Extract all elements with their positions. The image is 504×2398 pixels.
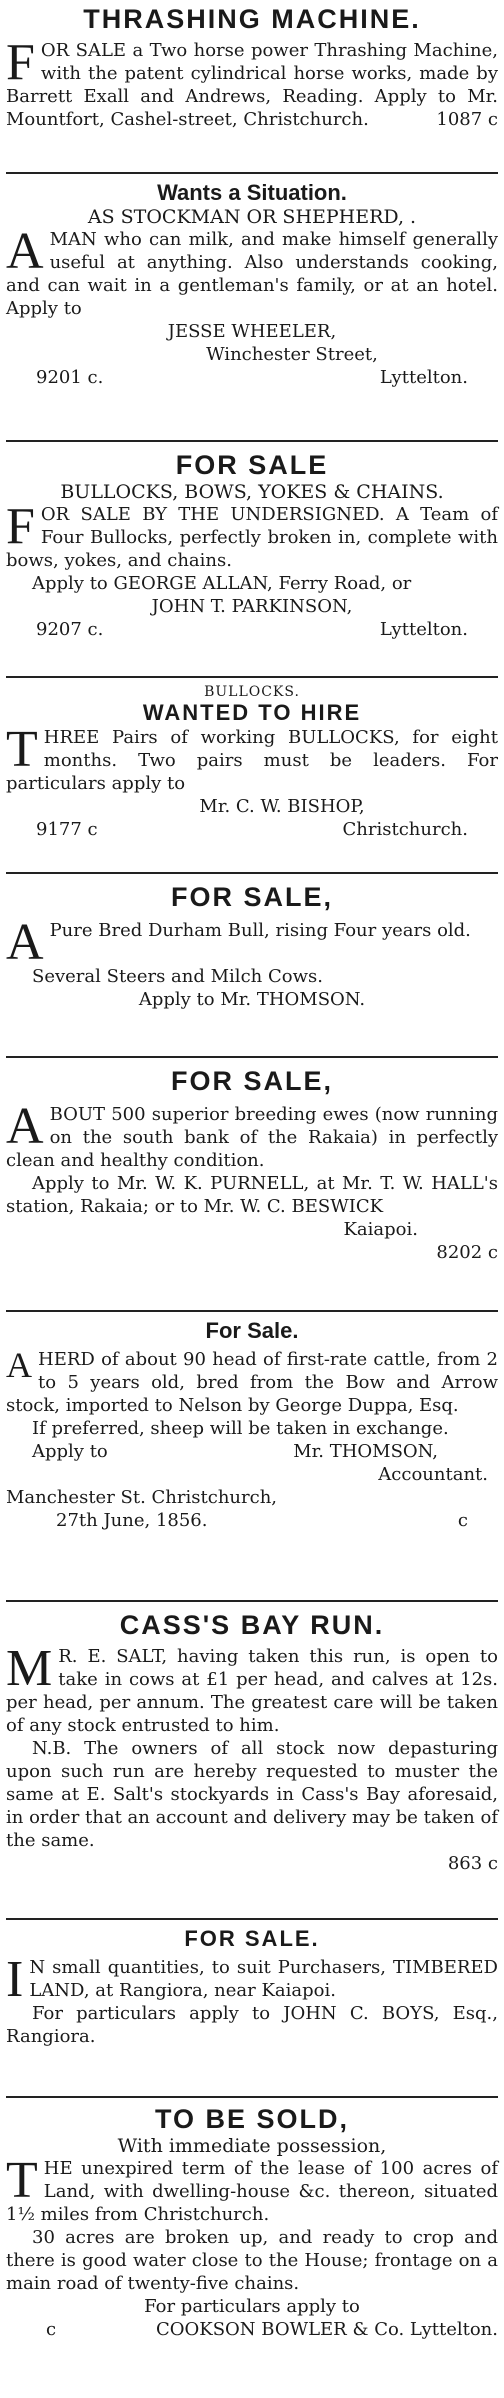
ad-footer [6, 618, 498, 641]
ad-footer [6, 1509, 498, 1532]
ad-body-2: 30 acres are broken up, and ready to crop and there is good water close to the House; frontage on a main road of twenty-five chains. [6, 2227, 498, 2294]
ad-top-label: BULLOCKS. [204, 684, 300, 700]
drop-cap: I [6, 1951, 24, 2008]
ad-place: Lyttelton. [379, 367, 468, 388]
drop-cap: T [6, 721, 38, 778]
ad-apply: For particulars apply to JOHN C. BOYS, Esq., Rangiora. [6, 2003, 498, 2047]
drop-cap: A [6, 914, 44, 971]
ad-herd-for-sale [6, 1318, 498, 1532]
ad-heading: FOR SALE. [184, 1926, 320, 1951]
divider [6, 440, 498, 442]
ad-body: M R. E. SALT, having taken this run, is open to take in cows at £1 per head, and calves at 12s. per head, per annum. The greatest care will be taken of any stock entrusted to him. [6, 1640, 498, 1736]
ad-subheading: With immediate possession, [117, 2135, 387, 2157]
ad-body: AMAN who can milk, and make himself generally useful at anything. Also understands cooking, and can wait in a gentleman's family, or at an hotel. Apply to [6, 223, 498, 319]
ad-ref: 863 c [447, 1853, 498, 1874]
divider [6, 2096, 498, 2098]
ad-apply: Apply to Mr. W. K. PURNELL, at Mr. T. W. HALL's station, Rakaia; or to Mr. W. C. BESWICK [6, 1173, 498, 1217]
ad-apply: Apply to [32, 1441, 108, 1462]
ad-heading: Wants a Situation. [157, 180, 347, 205]
ad-line: Several Steers and Milch Cows. [32, 966, 323, 987]
ad-apply: Apply to GEORGE ALLAN, Ferry Road, or [32, 573, 412, 594]
ad-apply: Apply to Mr. THOMSON. [138, 989, 366, 1010]
ad-body: THREE Pairs of working BULLOCKS, for eight months. Two pairs must be leaders. For particulars apply to [6, 721, 498, 794]
ad-ref: 1087 c [436, 109, 498, 130]
ad-thrashing-machine [6, 4, 498, 131]
ad-heading: FOR SALE, [170, 882, 333, 912]
divider [6, 1600, 498, 1602]
ad-place: Lyttelton. [379, 619, 468, 640]
drop-cap: F [6, 498, 35, 555]
divider [6, 676, 498, 678]
ad-heading: TO BE SOLD, [154, 2104, 350, 2134]
ad-cass-bay-run [6, 1610, 498, 1875]
ad-title: Accountant. [378, 1464, 488, 1485]
divider [6, 172, 498, 174]
ad-body: THE unexpired term of the lease of 100 acres of Land, with dwelling-house &c. thereon, situated 1½ miles from Christchurch. [6, 2152, 498, 2225]
drop-cap: A [6, 1345, 32, 1385]
ad-wants-situation [6, 180, 498, 389]
ad-ref: 8202 c [436, 1242, 498, 1263]
drop-cap: A [6, 1098, 44, 1155]
ad-name: JOHN T. PARKINSON, [151, 596, 353, 617]
divider [6, 1918, 498, 1920]
ad-timbered-land [6, 1926, 498, 2048]
ad-heading: CASS'S BAY RUN. [119, 1610, 385, 1640]
ad-name: Mr. THOMSON, [293, 1441, 438, 1462]
ad-apply-row [6, 1440, 498, 1463]
ad-body: FOR SALE a Two horse power Thrashing Machine, with the patent cylindrical horse works, made by Barrett Exall and Andrews, Reading. Apply to Mr. Mountfort, Cashel-street, Christchurch. 1087 c [6, 34, 498, 130]
ad-subheading: AS STOCKMAN OR SHEPHERD, . [87, 206, 417, 228]
ad-heading: FOR SALE, [170, 1066, 333, 1096]
ad-footer [6, 366, 498, 389]
ad-body: A Pure Bred Durham Bull, rising Four years old. [6, 914, 471, 971]
ad-ref: 9201 c. [36, 367, 104, 388]
ad-footer [6, 2318, 498, 2341]
ad-heading: WANTED TO HIRE [142, 700, 362, 725]
ad-date: 27th June, 1856. [56, 1510, 208, 1531]
ad-footer [6, 818, 498, 841]
ad-heading: THRASHING MACHINE. [83, 4, 421, 34]
divider [6, 1310, 498, 1312]
drop-cap: T [6, 2152, 38, 2209]
ad-durham-bull [6, 882, 498, 1011]
ad-ref: 9207 c. [36, 619, 104, 640]
ad-body: AHERD of about 90 head of first-rate cattle, from 2 to 5 years old, bred from the Bow and Arrow stock, imported to Nelson by George Duppa, Esq. [6, 1345, 498, 1416]
drop-cap: F [6, 34, 35, 91]
ad-body: ABOUT 500 superior breeding ewes (now running on the south bank of the Rakaia) in perfectly clean and healthy condition. [6, 1098, 498, 1171]
ad-body: FOR SALE BY THE UNDERSIGNED. A Team of Four Bullocks, perfectly broken in, complete with bows, yokes, and chains. [6, 498, 498, 571]
ad-ref: 9177 c [36, 819, 98, 840]
ad-street: Winchester Street, [206, 344, 378, 365]
ad-body: I N small quantities, to suit Purchasers, TIMBERED LAND, at Rangiora, near Kaiapoi. [6, 1951, 498, 2008]
ad-apply: For particulars apply to [144, 2296, 360, 2317]
drop-cap: M [6, 1640, 53, 1697]
ad-name: COOKSON BOWLER & Co. Lyttelton. [155, 2319, 498, 2340]
ad-place: Christchurch. [342, 819, 468, 840]
ad-line: If preferred, sheep will be taken in exchange. [32, 1418, 449, 1439]
ad-body-2: N.B. The owners of all stock now depasturing upon such run are hereby requested to muster the same at E. Salt's stockyards in Cass's Bay aforesaid, in order that an account and delivery may be taken of the same. [6, 1738, 498, 1851]
ad-heading: For Sale. [205, 1318, 299, 1343]
ad-for-sale-bullocks [6, 450, 498, 641]
ad-to-be-sold [6, 2104, 498, 2341]
ad-place: Kaiapoi. [343, 1219, 418, 1240]
drop-cap: A [6, 223, 44, 280]
ad-address: Manchester St. Christchurch, [6, 1487, 278, 1508]
ad-name: JESSE WHEELER, [167, 321, 337, 342]
ad-name: Mr. C. W. BISHOP, [199, 796, 365, 817]
ad-ref: c [46, 2319, 57, 2340]
ad-heading: FOR SALE [175, 450, 329, 480]
ad-breeding-ewes [6, 1066, 498, 1264]
divider [6, 872, 498, 874]
ad-ref: c [457, 1510, 468, 1531]
ad-wanted-to-hire [6, 684, 498, 841]
ad-subheading: BULLOCKS, BOWS, YOKES & CHAINS. [60, 481, 444, 503]
divider [6, 1056, 498, 1058]
